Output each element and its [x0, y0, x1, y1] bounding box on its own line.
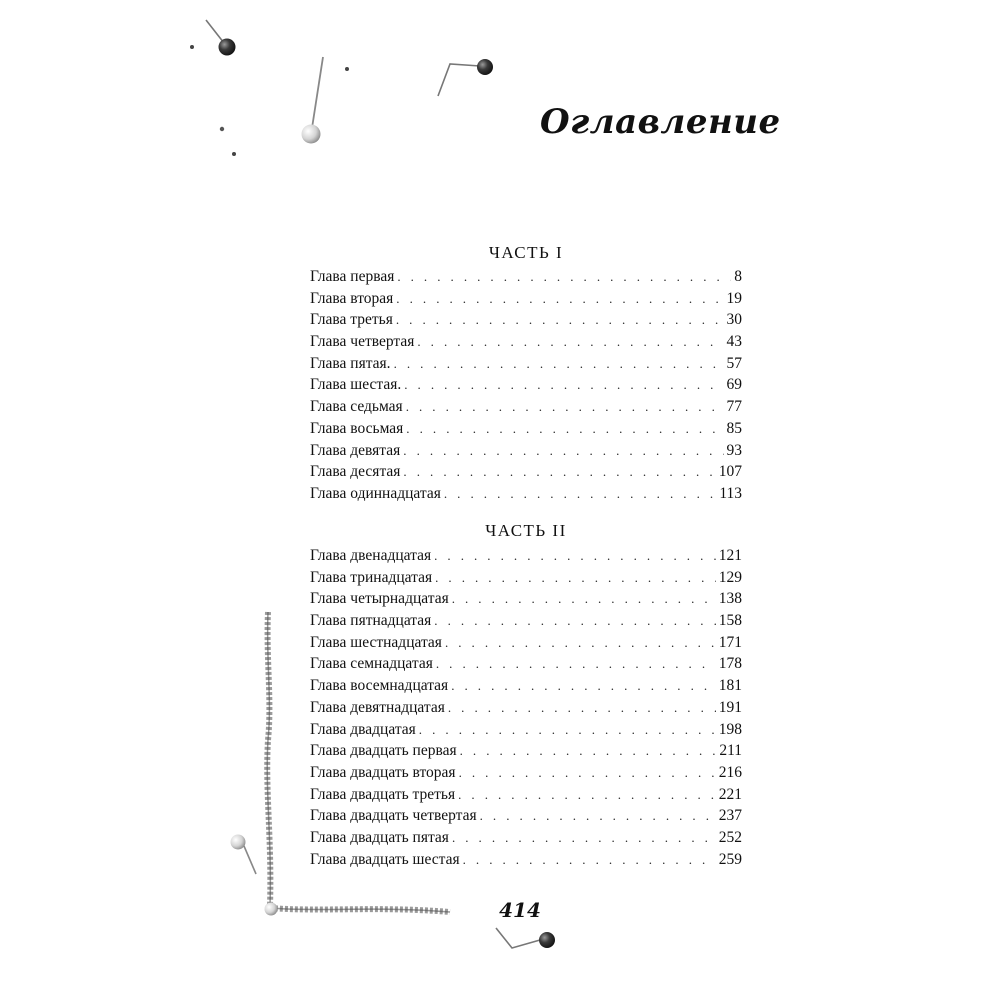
toc-entry-page: 216: [718, 763, 742, 781]
toc-entry-title: Глава одиннадцатая: [310, 484, 441, 502]
toc-entry-page: 77: [726, 398, 742, 416]
toc-entry-page: 252: [718, 828, 742, 846]
toc-entry-title: Глава вторая: [310, 289, 394, 307]
toc-entry[interactable]: [310, 588, 742, 610]
toc-leader-dots: [404, 374, 723, 396]
toc-entry[interactable]: [310, 653, 742, 675]
toc-leader-dots: [396, 309, 724, 331]
toc-entry-title: Глава девятая: [310, 441, 401, 459]
toc-entry-page: 8: [734, 268, 742, 285]
toc-leader-dots: [463, 849, 716, 871]
toc-entry[interactable]: [310, 545, 742, 567]
toc-entry[interactable]: [310, 567, 742, 589]
toc-entry[interactable]: [310, 762, 742, 784]
toc-entry-title: Глава шестнадцатая: [310, 633, 442, 651]
toc-leader-dots: [458, 784, 716, 806]
toc-entry[interactable]: [310, 483, 742, 505]
toc-leader-dots: [403, 461, 715, 483]
toc-entry-title: Глава двадцать вторая: [310, 763, 456, 781]
toc-entry-page: 129: [718, 568, 742, 586]
toc-entry-page: 93: [726, 441, 742, 459]
toc-entry[interactable]: [310, 697, 742, 719]
toc-entry[interactable]: [310, 610, 742, 632]
pin-dot-icon: [190, 45, 194, 49]
toc-entry[interactable]: [310, 805, 742, 827]
toc-entry-title: Глава седьмая: [310, 398, 403, 416]
part-heading-1: ЧАСТЬ I: [488, 243, 564, 262]
toc-entry[interactable]: [310, 331, 742, 353]
toc-entry-page: 259: [718, 850, 742, 868]
toc-entry[interactable]: [310, 827, 742, 849]
toc-leader-dots: [444, 483, 716, 505]
toc-leader-dots: [397, 266, 731, 288]
toc-leader-dots: [436, 653, 716, 675]
toc-leader-dots: [406, 396, 724, 418]
toc-entry-page: 198: [718, 720, 742, 738]
toc-entry[interactable]: [310, 675, 742, 697]
toc-leader-dots: [403, 440, 723, 462]
toc-entry[interactable]: [310, 440, 742, 462]
toc-entry-page: 237: [718, 807, 742, 825]
toc-entry[interactable]: [310, 353, 742, 375]
toc-entry[interactable]: [310, 719, 742, 741]
pin-icon: [206, 20, 236, 56]
toc-entry-title: Глава шестая.: [310, 376, 402, 394]
toc-leader-dots: [419, 719, 716, 741]
toc-entry[interactable]: [310, 396, 742, 418]
toc-entry-title: Глава двадцать третья: [310, 785, 456, 803]
toc-entry-title: Глава третья: [310, 311, 393, 329]
toc-entry-page: 43: [726, 333, 742, 351]
toc-leader-dots: [396, 288, 723, 310]
toc-leader-dots: [394, 353, 724, 375]
toc-entry-title: Глава четвертая: [310, 333, 415, 351]
toc-entry-page: 69: [726, 376, 742, 394]
toc-entry-page: 181: [718, 677, 742, 695]
page-number: 414: [499, 898, 541, 922]
toc-entry-title: Глава двадцать четвертая: [310, 807, 477, 825]
toc-part-2: [310, 545, 742, 870]
toc-entry-page: 85: [726, 419, 742, 437]
toc-entry-page: 30: [726, 311, 742, 329]
pin-icon: [438, 59, 493, 96]
toc-entry-title: Глава двенадцатая: [310, 547, 432, 564]
toc-entry-page: 57: [726, 354, 742, 372]
toc-entry[interactable]: [310, 266, 742, 288]
toc-entry-page: 107: [718, 463, 742, 481]
toc-entry-page: 113: [719, 484, 742, 502]
toc-entry-title: Глава семнадцатая: [310, 655, 433, 673]
toc-entry-title: Глава первая: [310, 268, 395, 285]
toc-entry[interactable]: [310, 784, 742, 806]
toc-entry-page: 138: [718, 590, 742, 608]
part-heading-2: ЧАСТЬ II: [485, 521, 567, 540]
toc-leader-dots: [459, 762, 716, 784]
pin-dot-icon: [220, 127, 224, 131]
toc-leader-dots: [452, 588, 716, 610]
toc-entry-title: Глава двадцать шестая: [310, 850, 460, 868]
toc-entry-page: 121: [718, 547, 742, 564]
toc-entry-page: 211: [719, 742, 742, 760]
toc-entry-title: Глава двадцать первая: [310, 742, 457, 760]
toc-leader-dots: [452, 827, 716, 849]
toc-entry-page: 158: [718, 612, 742, 630]
pin-icon: [231, 835, 257, 875]
toc-entry-title: Глава тринадцатая: [310, 568, 433, 586]
toc-entry[interactable]: [310, 374, 742, 396]
toc-entry-page: 178: [718, 655, 742, 673]
toc-entry[interactable]: [310, 632, 742, 654]
toc-leader-dots: [417, 331, 723, 353]
toc-entry-page: 191: [718, 698, 742, 716]
toc-entry-page: 19: [726, 289, 742, 307]
page-title: Оглавление: [540, 102, 781, 142]
toc-entry-title: Глава восьмая: [310, 419, 404, 437]
toc-leader-dots: [445, 632, 716, 654]
toc-entry-page: 221: [718, 785, 742, 803]
toc-part-1: [310, 266, 742, 505]
toc-leader-dots: [448, 697, 716, 719]
toc-entry-title: Глава восемнадцатая: [310, 677, 449, 695]
toc-entry[interactable]: [310, 461, 742, 483]
toc-entry-title: Глава четырнадцатая: [310, 590, 449, 608]
toc-entry-page: 171: [718, 633, 742, 651]
pin-icon: [265, 903, 278, 916]
toc-entry-title: Глава девятнадцатая: [310, 698, 445, 716]
toc-entry[interactable]: [310, 309, 742, 331]
toc-leader-dots: [434, 545, 716, 567]
pin-icon: [302, 57, 324, 144]
toc-entry[interactable]: [310, 849, 742, 871]
pin-dot-icon: [345, 67, 349, 71]
toc-entry-title: Глава двадцать пятая: [310, 828, 449, 846]
toc-entry-title: Глава пятнадцатая: [310, 612, 432, 630]
toc-leader-dots: [434, 610, 715, 632]
toc-leader-dots: [435, 567, 716, 589]
toc-leader-dots: [406, 418, 723, 440]
pin-icon: [496, 928, 555, 948]
toc-leader-dots: [451, 675, 716, 697]
toc-entry[interactable]: [310, 418, 742, 440]
toc-entry[interactable]: [310, 288, 742, 310]
toc-leader-dots: [460, 740, 717, 762]
toc-entry-title: Глава пятая.: [310, 354, 391, 372]
toc-entry-title: Глава двадцатая: [310, 720, 416, 738]
toc-entry[interactable]: [310, 740, 742, 762]
pin-dot-icon: [232, 152, 236, 156]
toc-leader-dots: [480, 805, 716, 827]
toc-entry-title: Глава десятая: [310, 463, 401, 481]
